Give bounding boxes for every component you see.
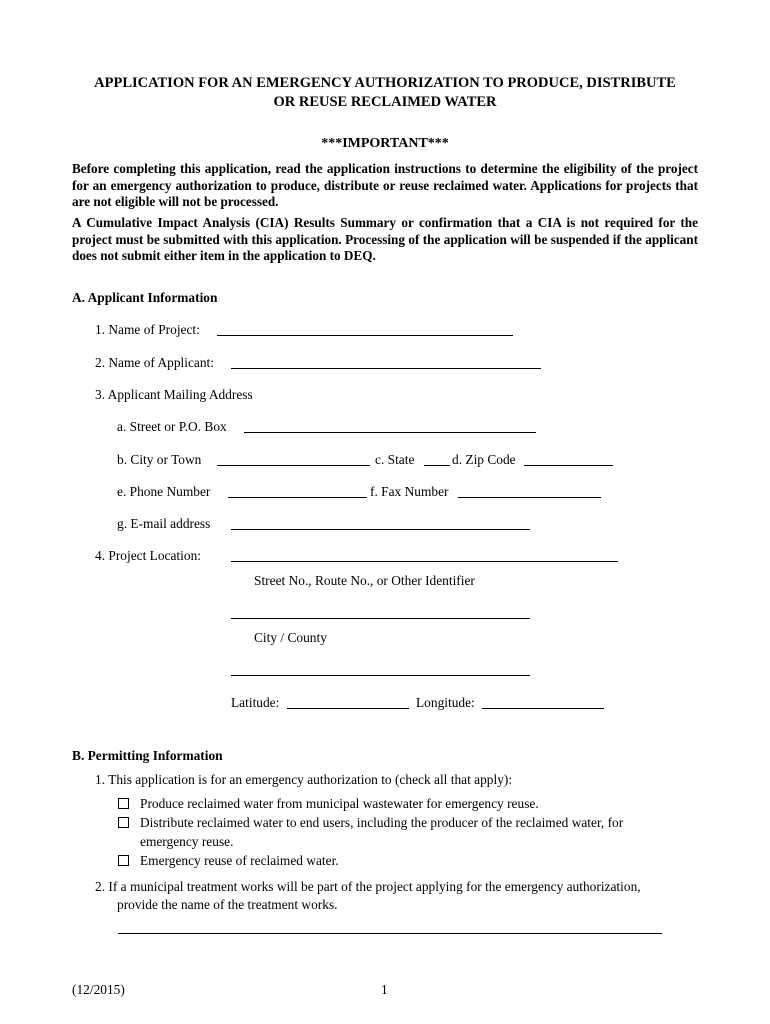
page-number: 1 <box>381 982 388 997</box>
street-field[interactable] <box>244 419 536 433</box>
city-county-field[interactable] <box>231 605 530 619</box>
cia-paragraph: A Cumulative Impact Analysis (CIA) Results Summary or confirmation that a CIA is not required for the project must be submitted with this application. Processing of the application will be suspended if the applicant does not submit either item in the application to DEQ. <box>72 215 698 263</box>
instructions-paragraph: Before completing this application, read the application instructions to determine the eligibility of the project for an emergency authorization to produce, distribute or reuse reclaimed water. Applications for projects that are not eligible will not be processed. <box>72 161 698 209</box>
applicant-name-label: 2. Name of Applicant: <box>95 355 214 370</box>
street-identifier-field[interactable] <box>231 548 618 562</box>
zip-label: d. Zip Code <box>452 452 516 467</box>
phone-label: e. Phone Number <box>117 484 211 499</box>
treatment-works-field[interactable] <box>118 920 662 934</box>
fax-field[interactable] <box>458 484 601 498</box>
form-title-line2: OR REUSE RECLAIMED WATER <box>273 94 497 110</box>
state-label: c. State <box>375 452 415 467</box>
fax-label: f. Fax Number <box>370 484 449 499</box>
email-label: g. E-mail address <box>117 516 211 531</box>
form-title-line1: APPLICATION FOR AN EMERGENCY AUTHORIZATION TO PRODUCE, DISTRIBUTE <box>94 75 676 91</box>
longitude-label: Longitude: <box>416 695 475 710</box>
section-b-letter: B <box>72 748 81 763</box>
zip-field[interactable] <box>524 452 613 466</box>
longitude-field[interactable] <box>482 695 604 709</box>
project-name-label: 1. Name of Project: <box>95 322 200 337</box>
distribute-option-label-cont: emergency reuse. <box>140 834 234 849</box>
latitude-field[interactable] <box>287 695 409 709</box>
project-name-field[interactable] <box>217 322 513 336</box>
produce-option-label: Produce reclaimed water from municipal wastewater for emergency reuse. <box>140 796 539 811</box>
section-b-title: . Permitting Information <box>80 748 223 763</box>
reuse-checkbox[interactable] <box>118 855 129 866</box>
distribute-option-label: Distribute reclaimed water to end users, including the producer of the reclaimed water, for <box>140 815 624 830</box>
mailing-address-label: 3. Applicant Mailing Address <box>95 387 253 402</box>
section-a-title: . Applicant Information <box>81 290 218 305</box>
section-a-heading <box>72 290 217 306</box>
section-b-heading <box>72 748 223 764</box>
street-label: a. Street or P.O. Box <box>117 419 227 434</box>
treatment-works-label-cont: provide the name of the treatment works. <box>117 897 338 912</box>
revision-date: (12/2015) <box>72 982 125 997</box>
distribute-checkbox[interactable] <box>118 817 129 828</box>
state-field[interactable] <box>424 452 450 466</box>
location-extra-field[interactable] <box>231 662 530 676</box>
reuse-option-label: Emergency reuse of reclaimed water. <box>140 853 339 868</box>
phone-field[interactable] <box>228 484 367 498</box>
city-field[interactable] <box>217 452 370 466</box>
latitude-label: Latitude: <box>231 695 280 710</box>
street-identifier-caption: Street No., Route No., or Other Identifier <box>254 573 475 588</box>
project-location-label: 4. Project Location: <box>95 548 201 563</box>
city-label: b. City or Town <box>117 452 202 467</box>
authorization-type-label: 1. This application is for an emergency authorization to (check all that apply): <box>95 772 513 787</box>
city-county-caption: City / County <box>254 630 327 645</box>
important-heading: ***IMPORTANT*** <box>321 136 449 151</box>
produce-checkbox[interactable] <box>118 798 129 809</box>
section-a-letter: A <box>72 290 82 305</box>
email-field[interactable] <box>231 516 530 530</box>
applicant-name-field[interactable] <box>231 355 541 369</box>
treatment-works-label: 2. If a municipal treatment works will be part of the project applying for the emergency authorization, <box>95 879 641 894</box>
